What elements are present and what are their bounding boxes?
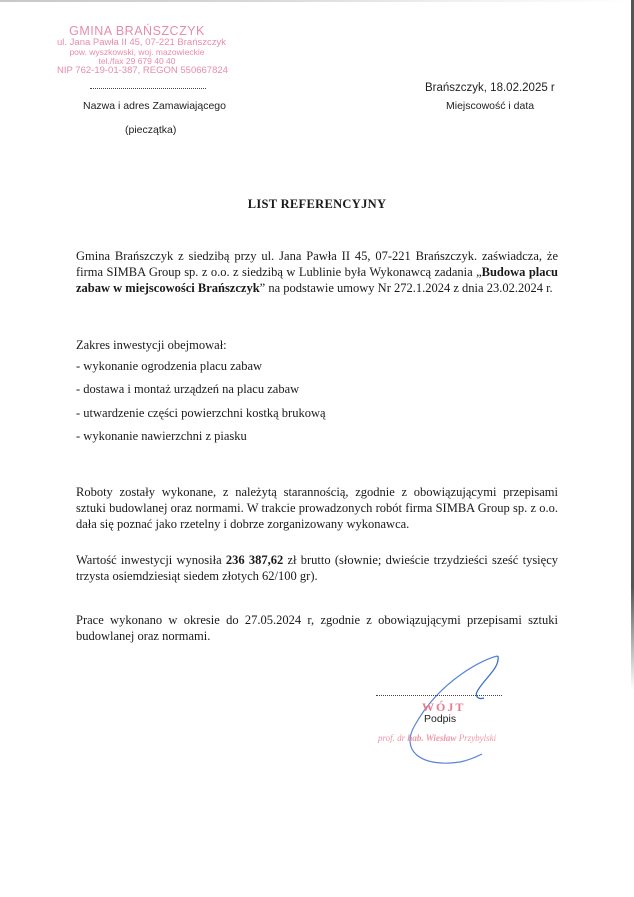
quality-paragraph: Roboty zostały wykonane, z należytą starannością, zgodnie z obowiązującymi przepisami sztuki budowlanej oraz normami. W trakcie prowadzonych robót firma SIMBA Group sp. z o.o. dała się poznać jako rzetelny i dobrze zorganizowany wykonawca. [76,485,558,531]
office-stamp [57,24,228,76]
document-title: LIST REFERENCYJNY [247,197,387,211]
scope-heading: Zakres inwestycji obejmował: [76,338,227,352]
value-prefix: Wartość inwestycji wynosiła [76,553,226,567]
stamp-name: GMINA BRAŃSZCZYK [69,24,205,38]
completion-paragraph: Prace wykonano w okresie do 27.05.2024 r, zgodnie z obowiązującymi przepisami sztuki budowlanej oraz normami. [76,613,558,643]
scope-item: - utwardzenie części powierzchni kostką brukową [76,406,326,420]
name-suffix: Przybylski [456,733,497,743]
wojt-stamp: WÓJT [422,700,466,714]
name-prefix: prof. dr [378,733,408,743]
signature-label: Podpis [424,713,457,725]
orderer-label: Nazwa i adres Zamawiającego [83,100,226,112]
stamp-ids: NIP 762-19-01-387, REGON 550667824 [57,64,228,76]
signature-dotted-line [376,695,502,696]
value-amount: 236 387,62 [225,553,284,567]
scope-item: - wykonanie nawierzchni z piasku [76,429,247,443]
name-bold: hab. Wiesław [407,733,457,743]
intro-paragraph [76,248,558,296]
value-suffix: zł brutto (słownie; dwieście trzydzieści sześć tysięcy trzysta osiemdziesiąt siedem złotych 62/100 gr). [76,553,558,583]
stamp-dotted-line [90,88,206,89]
scope-item: - wykonanie ogrodzenia placu zabaw [76,359,263,373]
task-name: Budowa placu zabaw w miejscowości Brańszczyk [76,265,558,295]
signatory-name-stamp [378,733,496,743]
stamp-region: pow. wyszkowski, woj. mazowieckie [69,47,205,58]
intro-text-2: ” na podstawie umowy Nr 272.1.2024 z dnia 23.02.2024 r. [259,281,553,295]
scope-item: - dostawa i montaż urządzeń na placu zabaw [76,382,300,396]
stamp-phone: tel./fax 29 679 40 40 [98,56,176,67]
scan-top-edge [0,0,634,2]
place-date-label: Miejscowość i data [446,100,535,112]
stamp-address: ul. Jana Pawła II 45, 07-221 Brańszczyk [57,37,226,49]
intro-text-1: Gmina Brańszczyk z siedzibą przy ul. Jana Pawła II 45, 07-221 Brańszczyk. zaświadcza, że firma SIMBA Group sp. z o.o. z siedzibą w Lublinie była Wykonawcą zadania „ [76,249,558,279]
stamp-label: (pieczątka) [125,124,177,136]
value-paragraph [76,552,558,584]
place-and-date: Brańszczyk, 18.02.2025 r [425,82,555,94]
